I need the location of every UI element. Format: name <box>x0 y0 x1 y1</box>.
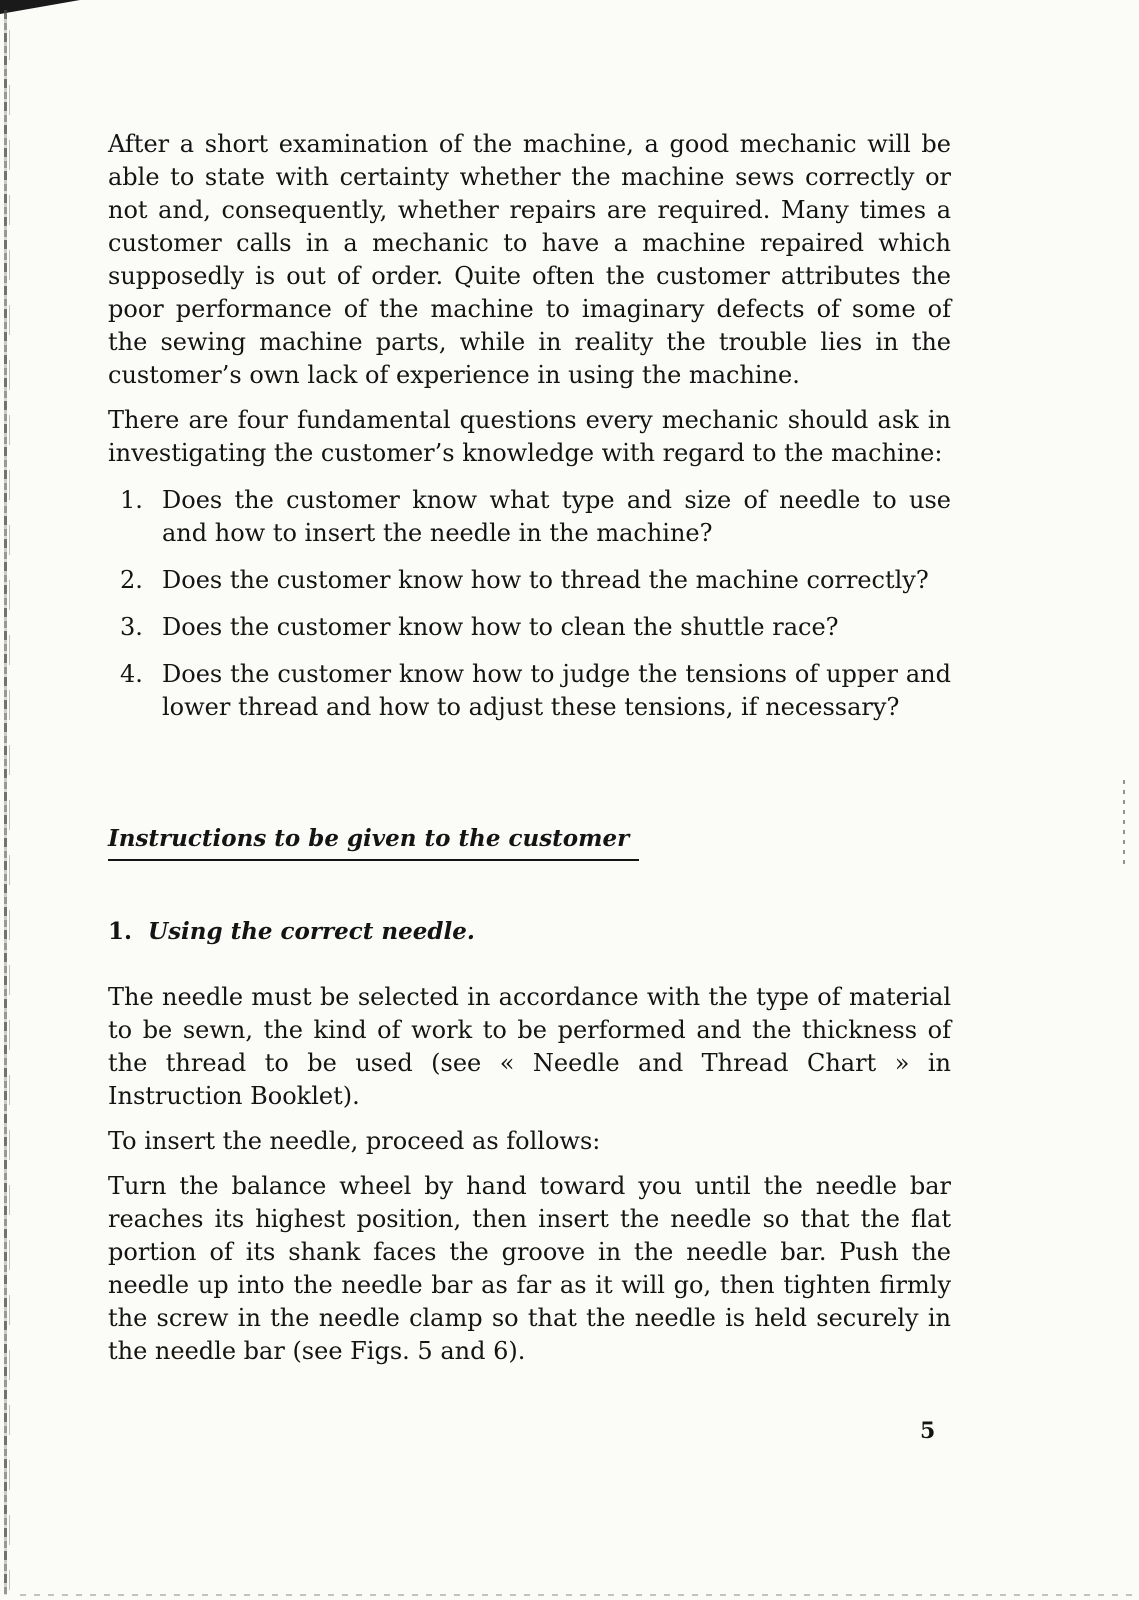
needle-selection-paragraph: The needle must be selected in accordance with the type of material to be sewn, the kind of work to be performed and the thickness of the thread to be used (see « Needle and Thread Chart » in Instruction Booklet). <box>108 983 951 1110</box>
list-item-number: 4. <box>120 660 143 688</box>
list-item-text: Does the customer know what type and size of needle to use and how to insert the needle in the machine? <box>162 486 951 547</box>
scan-bottom-edge <box>20 1594 1139 1596</box>
page-content <box>108 128 951 1368</box>
subsection-heading <box>108 917 951 947</box>
subsection-title: Using the correct needle. <box>148 918 475 945</box>
page-number: 5 <box>920 1418 936 1444</box>
list-item-number: 1. <box>120 486 143 514</box>
questions-lead-paragraph: There are four fundamental questions every mechanic should ask in investigating the customer’s knowledge with regard to the machine: <box>108 406 951 467</box>
list-item-number: 2. <box>120 566 143 594</box>
list-item <box>108 564 951 597</box>
intro-paragraph: After a short examination of the machine, a good mechanic will be able to state with certainty whether the machine sews correctly or not and, consequently, whether repairs are required. Many times a customer calls in a mechanic to have a machine repaired which supposedly is out of order. Quite often the customer attributes the poor performance of the machine to imaginary defects of some of the sewing machine parts, while in reality the trouble lies in the customer’s own lack of experience in using the machine. <box>108 130 951 389</box>
scan-corner-mark <box>0 0 80 14</box>
list-item-text: Does the customer know how to thread the machine correctly? <box>162 566 929 594</box>
section-heading: Instructions to be given to the customer <box>108 824 639 861</box>
list-item <box>108 658 951 724</box>
list-item <box>108 611 951 644</box>
list-item <box>108 484 951 550</box>
scan-specks <box>1123 780 1125 870</box>
scan-binding-edge-inner <box>9 30 10 1590</box>
list-item-text: Does the customer know how to judge the tensions of upper and lower thread and how to adjust these tensions, if necessary? <box>162 660 951 721</box>
list-item-number: 3. <box>120 613 143 641</box>
subsection-number: 1. <box>108 918 133 945</box>
insert-needle-lead-paragraph: To insert the needle, proceed as follows: <box>108 1127 601 1155</box>
scan-binding-edge <box>4 10 7 1595</box>
insert-needle-steps-paragraph: Turn the balance wheel by hand toward you until the needle bar reaches its highest position, then insert the needle so that the flat portion of its shank faces the groove in the needle bar. Push the needle up into the needle bar as far as it will go, then tighten firmly the screw in the needle clamp so that the needle is held securely in the needle bar (see Figs. 5 and 6). <box>108 1172 951 1365</box>
questions-list <box>108 484 951 724</box>
list-item-text: Does the customer know how to clean the shuttle race? <box>162 613 839 641</box>
